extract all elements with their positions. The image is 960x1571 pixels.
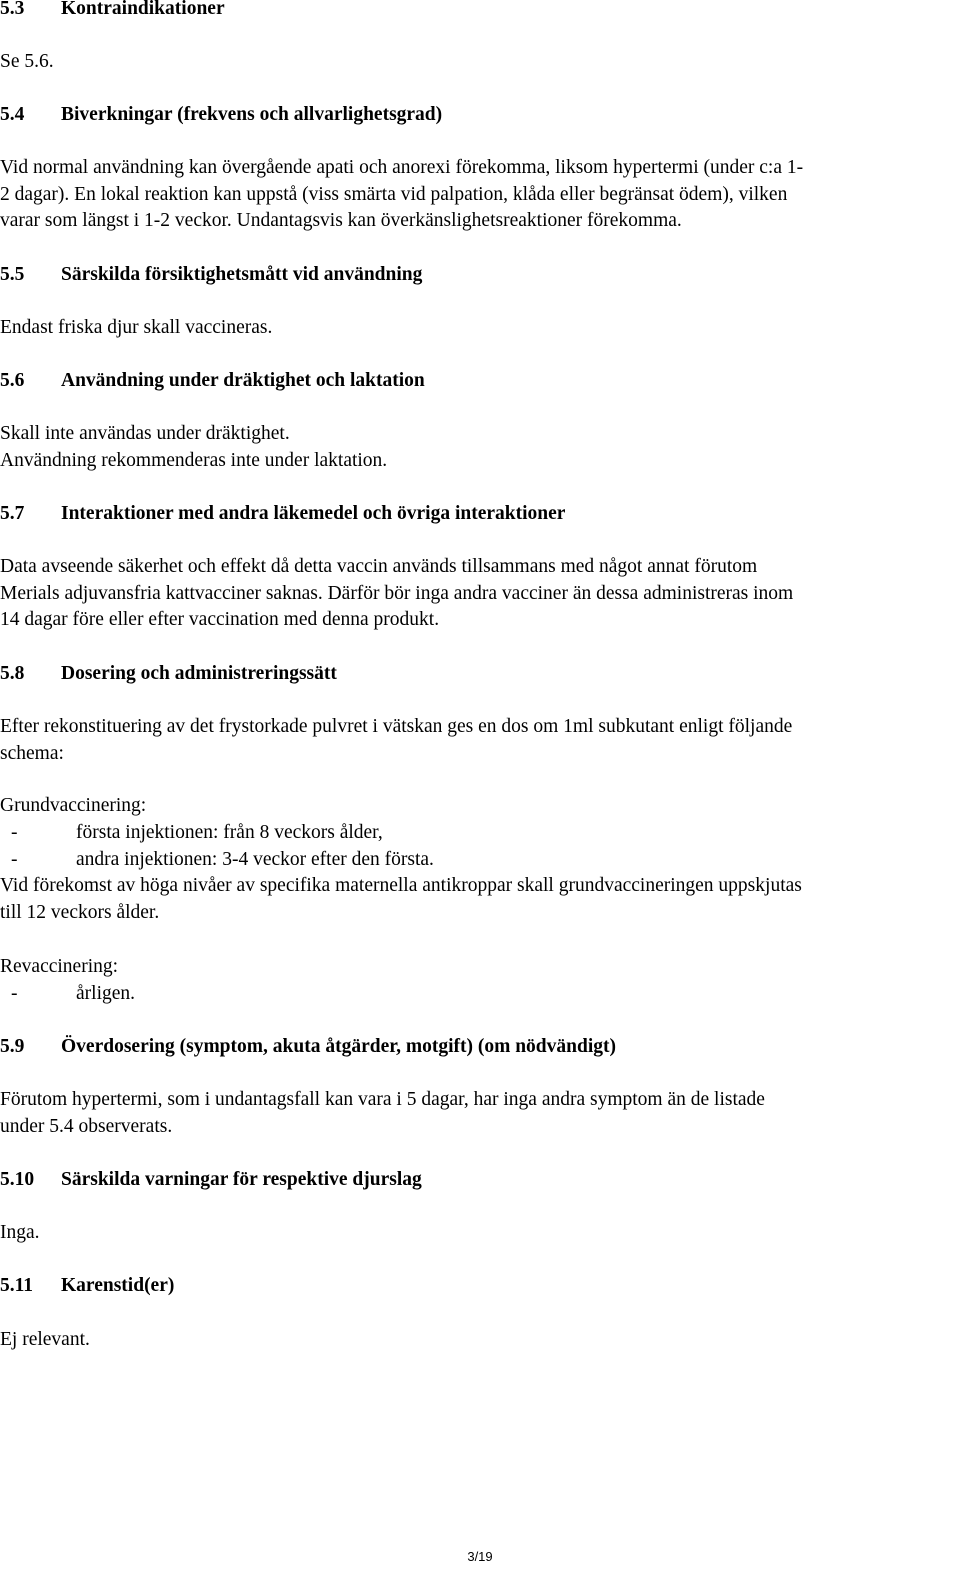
heading-5-5 [0, 262, 422, 288]
heading-number: 5.6 [0, 370, 25, 391]
heading-number: 5.5 [0, 264, 25, 285]
heading-number: 5.8 [0, 663, 25, 684]
revaccinering-list [0, 981, 135, 1008]
heading-title: Användning under dräktighet och laktation [61, 370, 425, 391]
heading-5-11 [0, 1273, 174, 1299]
paragraph-5-9 [0, 1087, 945, 1140]
list-item-text: första injektionen: från 8 veckors ålder, [76, 822, 383, 843]
grundvaccinering-list [0, 820, 434, 873]
text-line: till 12 veckors ålder. [0, 901, 160, 923]
text-line: Merials adjuvansfria kattvacciner saknas. Därför bör inga andra vacciner än dessa administreras inom [0, 582, 794, 604]
list-item [0, 847, 434, 874]
text-line: schema: [0, 742, 64, 764]
paragraph-5-8-note [0, 873, 945, 926]
revaccinering-label [0, 954, 945, 981]
text-line: Data avseende säkerhet och effekt då detta vaccin används tillsammans med något annat förutom [0, 556, 758, 577]
heading-number: 5.7 [0, 503, 25, 524]
heading-5-4 [0, 102, 442, 128]
text-line: Se 5.6. [0, 51, 54, 72]
heading-5-3 [0, 0, 225, 22]
dash-bullet: - [11, 848, 18, 870]
text-line: Användning rekommenderas inte under laktation. [0, 449, 388, 471]
text-line: Ej relevant. [0, 1329, 90, 1350]
list-item-text: andra injektionen: 3-4 veckor efter den första. [76, 848, 434, 870]
paragraph-5-4 [0, 155, 945, 235]
text-line: Endast friska djur skall vaccineras. [0, 317, 273, 338]
heading-number: 5.11 [0, 1275, 34, 1296]
heading-title: Dosering och administreringssätt [61, 663, 337, 684]
paragraph-5-10 [0, 1220, 945, 1247]
text-line: Revaccinering: [0, 956, 119, 977]
heading-title: Överdosering (symptom, akuta åtgärder, motgift) (om nödvändigt) [61, 1036, 616, 1057]
text-line: Förutom hypertermi, som i undantagsfall kan vara i 5 dagar, har inga andra symptom än de listade [0, 1089, 765, 1110]
heading-title: Interaktioner med andra läkemedel och övriga interaktioner [61, 503, 566, 524]
text-line: Grundvaccinering: [0, 795, 147, 816]
heading-5-7 [0, 501, 565, 527]
paragraph-5-7 [0, 554, 945, 634]
list-item [0, 981, 135, 1008]
text-line: Vid förekomst av höga nivåer av specifika maternella antikroppar skall grundvaccineringen uppskjutas [0, 875, 802, 896]
dash-bullet: - [11, 983, 18, 1004]
heading-title: Kontraindikationer [61, 0, 225, 19]
paragraph-5-6 [0, 421, 945, 474]
heading-number: 5.4 [0, 104, 25, 125]
page-number: 3/19 [467, 1549, 493, 1564]
heading-number: 5.10 [0, 1169, 35, 1190]
list-item [0, 820, 434, 847]
paragraph-5-5 [0, 315, 945, 342]
heading-5-6 [0, 368, 425, 394]
text-line: Vid normal användning kan övergående apati och anorexi förekomma, liksom hypertermi (under c:a 1- [0, 157, 804, 178]
heading-title: Karenstid(er) [61, 1275, 175, 1296]
heading-5-8 [0, 661, 337, 687]
heading-5-9 [0, 1034, 616, 1060]
text-line: 2 dagar). En lokal reaktion kan uppstå (viss smärta vid palpation, klåda eller begränsat ödem), vilken [0, 183, 788, 205]
heading-number: 5.3 [0, 0, 25, 19]
heading-5-10 [0, 1167, 422, 1193]
paragraph-5-8 [0, 714, 945, 767]
text-line: Efter rekonstituering av det frystorkade pulvret i vätskan ges en dos om 1ml subkutant enligt följande [0, 716, 793, 737]
paragraph-5-3 [0, 49, 945, 76]
text-line: Skall inte användas under dräktighet. [0, 423, 290, 444]
paragraph-5-11 [0, 1327, 945, 1354]
dash-bullet: - [11, 822, 18, 843]
heading-title: Särskilda försiktighetsmått vid användning [61, 264, 423, 285]
text-line: under 5.4 observerats. [0, 1115, 173, 1137]
grundvaccinering-label [0, 793, 945, 820]
heading-title: Biverkningar (frekvens och allvarlighetsgrad) [61, 104, 443, 125]
heading-title: Särskilda varningar för respektive djurslag [61, 1169, 422, 1190]
list-item-text: årligen. [76, 983, 136, 1004]
text-line: varar som längst i 1-2 veckor. Undantagsvis kan överkänslighetsreaktioner förekomma. [0, 210, 682, 232]
text-line: Inga. [0, 1222, 40, 1243]
heading-number: 5.9 [0, 1036, 25, 1057]
text-line: 14 dagar före eller efter vaccination med denna produkt. [0, 609, 440, 631]
